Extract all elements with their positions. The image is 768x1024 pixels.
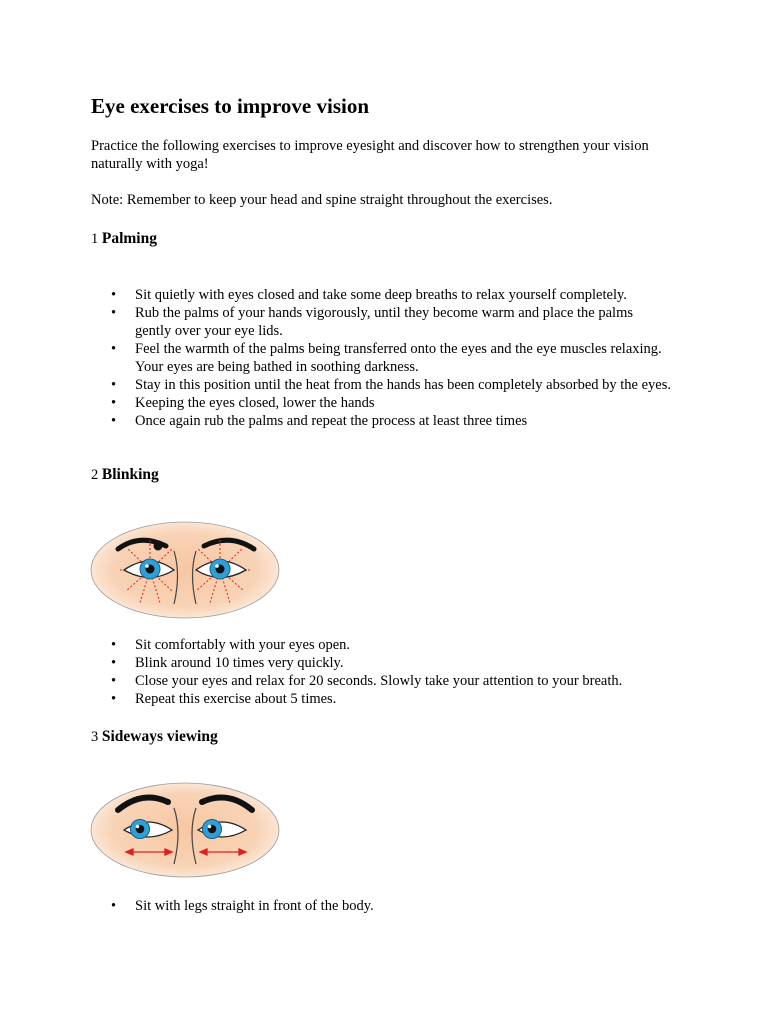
- bullet-icon: •: [111, 395, 117, 411]
- sideways-viewing-steps-list: [91, 897, 671, 915]
- list-item: • Close your eyes and relax for 20 seconds. Slowly take your attention to your breath.: [111, 673, 623, 689]
- face-shape: [91, 522, 279, 618]
- list-item: • Rub the palms of your hands vigorously, until they become warm and place the palms gently over your eye lids.: [111, 305, 633, 339]
- list-item: • Sit with legs straight in front of the body.: [111, 898, 374, 914]
- blinking-eyes-illustration: [88, 519, 282, 621]
- bullet-icon: •: [111, 377, 117, 393]
- bullet-icon: •: [111, 898, 117, 914]
- section-heading-sideways-viewing: [91, 727, 218, 747]
- section-number: 3: [91, 729, 99, 745]
- list-item: • Stay in this position until the heat from the hands has been completely absorbed by the eyes.: [111, 377, 671, 393]
- section-number: 2: [91, 467, 99, 483]
- blinking-steps-list: [91, 636, 671, 708]
- list-item: • Keeping the eyes closed, lower the hands: [111, 395, 375, 411]
- sideways-viewing-illustration: [88, 780, 282, 880]
- section-number: 1: [91, 231, 99, 247]
- bullet-icon: •: [111, 673, 117, 689]
- list-item: • Feel the warmth of the palms being transferred onto the eyes and the eye muscles relaxing. Your eyes are being bathed in soothing darkness.: [111, 341, 662, 375]
- bullet-icon: •: [111, 287, 117, 303]
- bullet-icon: •: [111, 691, 117, 707]
- bullet-icon: •: [111, 655, 117, 671]
- list-item: • Blink around 10 times very quickly.: [111, 655, 344, 671]
- note-paragraph: Note: Remember to keep your head and spine straight throughout the exercises.: [91, 192, 553, 208]
- bullet-icon: •: [111, 413, 117, 429]
- section-title: Sideways viewing: [101, 728, 218, 745]
- list-item: • Once again rub the palms and repeat the process at least three times: [111, 413, 528, 429]
- list-item: • Sit comfortably with your eyes open.: [111, 637, 351, 653]
- section-heading-palming: [91, 229, 157, 249]
- section-title: Palming: [101, 230, 157, 247]
- intro-paragraph: Practice the following exercises to improve eyesight and discover how to strengthen your vision naturally with yoga!: [91, 138, 649, 172]
- page-title: Eye exercises to improve vision: [91, 94, 370, 118]
- palming-steps-list: [91, 286, 671, 430]
- section-title: Blinking: [101, 466, 159, 483]
- bullet-icon: •: [111, 305, 117, 321]
- bullet-icon: •: [111, 637, 117, 653]
- section-heading-blinking: [91, 465, 159, 485]
- list-item: • Repeat this exercise about 5 times.: [111, 691, 337, 707]
- face-shape: [91, 783, 279, 877]
- bullet-icon: •: [111, 341, 117, 357]
- list-item: • Sit quietly with eyes closed and take some deep breaths to relax yourself completely.: [111, 287, 627, 303]
